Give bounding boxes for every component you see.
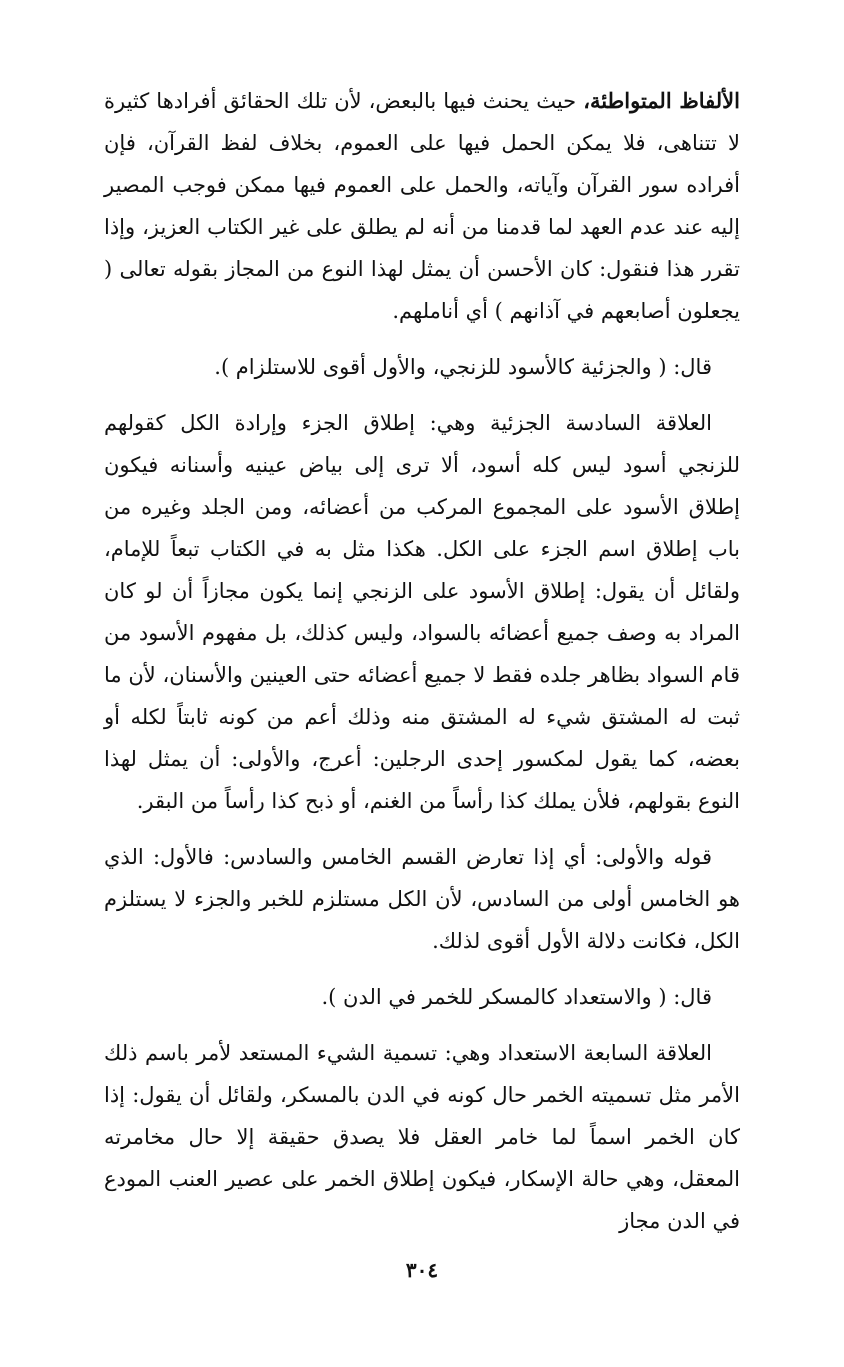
quote-paragraph	[104, 976, 740, 1018]
spacer	[104, 962, 740, 976]
quote-paragraph	[104, 346, 740, 388]
paragraph-text: العلاقة السابعة الاستعداد وهي: تسمية الشيء المستعد لأمر باسم ذلك الأمر مثل تسميته الخمر حال كونه في الدن بالمسكر، ولقائل أن يقول: إذا كان الخمر اسماً لما خامر العقل فلا يصدق حقيقة إلا حال مخامرته المعقل، وهي حالة الإسكار، فيكون إطلاق الخمر على عصير العنب المودع في الدن مجاز	[104, 1041, 740, 1233]
page-number: ٣٠٤	[405, 1258, 439, 1282]
paragraph-text: قوله والأولى: أي إذا تعارض القسم الخامس والسادس: فالأول: الذي هو الخامس أولى من السادس، لأن الكل مستلزم للخبر والجزء لا يستلزم الكل، فكانت دلالة الأول أقوى لذلك.	[104, 845, 740, 953]
text-body	[104, 80, 740, 1242]
spacer	[104, 822, 740, 836]
commentary-paragraph	[104, 836, 740, 962]
spacer	[104, 388, 740, 402]
paragraph-text: قال: ( والجزئية كالأسود للزنجي، والأول أقوى للاستلزام ).	[214, 355, 712, 379]
spacer	[104, 1018, 740, 1032]
paragraph-lead: الألفاظ المتواطئة،	[583, 88, 740, 113]
paragraph-text: العلاقة السادسة الجزئية وهي: إطلاق الجزء وإرادة الكل كقولهم للزنجي أسود ليس كله أسود، ألا ترى إلى بياض عينيه وأسنانه فيكون إطلاق الأسود على المجموع المركب من أعضائه، ومن الجلد وغيره من باب إطلاق اسم الجزء على الكل. هكذا مثل به في الكتاب تبعاً للإمام، ولقائل أن يقول: إطلاق الأسود على الزنجي إنما يكون مجازاً أن لو كان المراد به وصف جميع أعضائه بالسواد، وليس كذلك، بل مفهوم الأسود من قام السواد بظاهر جلده فقط لا جميع أعضائه حتى العينين والأسنان، لأن ما ثبت له المشتق شيء له المشتق منه وذلك أعم من كونه ثابتاً لكله أو بعضه، كما يقول لمكسور إحدى الرجلين: أعرج، والأولى: أن يمثل لهذا النوع بقولهم، فلأن يملك كذا رأساً من الغنم، أو ذبح كذا رأساً من البقر.	[104, 411, 740, 813]
paragraph-continuation	[104, 80, 740, 332]
spacer	[104, 332, 740, 346]
paragraph-text: حيث يحنث فيها بالبعض، لأن تلك الحقائق أفرادها كثيرة لا تتناهى، فلا يمكن الحمل فيها على العموم، بخلاف لفظ القرآن، فإن أفراده سور القرآن وآياته، والحمل على العموم فيها ممكن فوجب المصير إليه عند عدم العهد لما قدمنا من أنه لم يطلق على غير الكتاب العزيز، وإذا تقرر هذا فنقول: كان الأحسن أن يمثل لهذا النوع من المجاز بقوله تعالى ( يجعلون أصابعهم في آذانهم ) أي أناملهم.	[104, 89, 740, 323]
paragraph-text: قال: ( والاستعداد كالمسكر للخمر في الدن ).	[321, 985, 712, 1009]
commentary-paragraph	[104, 402, 740, 822]
commentary-paragraph	[104, 1032, 740, 1242]
